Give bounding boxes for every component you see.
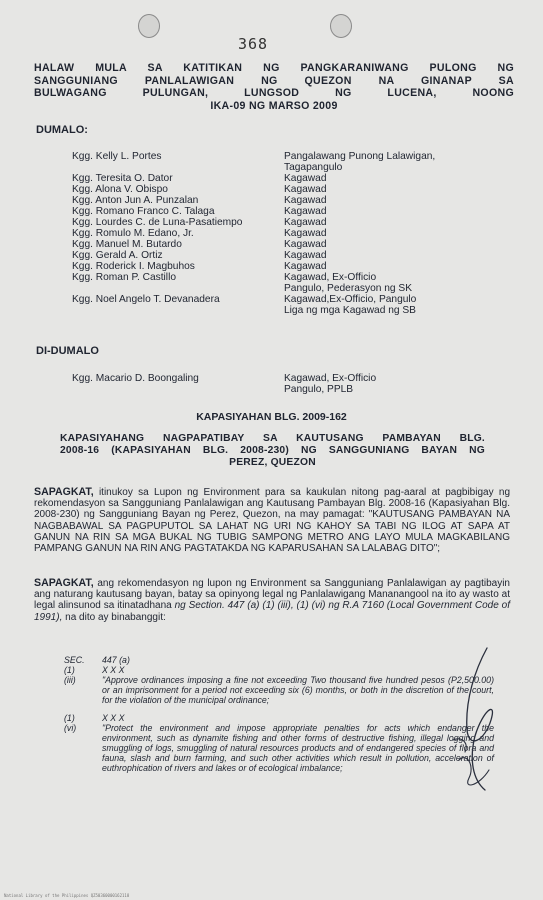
attendee-name: Kgg. Anton Jun A. Punzalan — [72, 195, 199, 206]
law-clause-text: X X X — [102, 713, 125, 723]
punch-hole-left — [138, 14, 160, 38]
attendee-role: Kagawad — [284, 228, 327, 239]
law-clause-label: (vi) — [64, 723, 77, 733]
whereas-paragraph-1 — [34, 487, 510, 554]
absent-label: DI-DUMALO — [36, 345, 99, 357]
whereas-text-2a: ang rekomendasyon ng lupon ng Environment sa Sangguniang Panlalawigan ay pagtibayin ang naturang kautusang bayan, batay sa opinyong legal ng Panlalawigang Mananangool na ito ay wasto at legal alinsunod sa itinatadhana — [34, 578, 510, 612]
law-clause-label: (1) — [64, 713, 75, 723]
resolution-title-line: KAPASIYAHANG NAGPAPATIBAY SA KAUTUSANG PAMBAYAN BLG. — [60, 433, 485, 444]
law-excerpt — [64, 655, 494, 773]
attendee-row — [72, 162, 512, 173]
attendee-row — [72, 195, 512, 206]
punch-hole-right — [330, 14, 352, 38]
attendee-row — [72, 384, 512, 395]
law-clause-text: "Protect the environment and impose appropriate penalties for acts which endanger the environment, such as dynamite fishing and other forms of destructive fishing, illegal logging and smuggling of logs, smuggling of natural resources products and of endangered species of flora and fauna, slash and burn farming, and such other activities which result in pollution, acceleration of euthrophication of rivers and lakes or of ecological imbalance; — [102, 723, 494, 773]
handwritten-signature — [445, 640, 505, 800]
attendee-role: Pangulo, Pederasyon ng SK — [284, 283, 413, 294]
resolution-title-line: PEREZ, QUEZON — [229, 457, 316, 468]
law-clause — [64, 665, 494, 675]
attendee-row — [72, 151, 512, 162]
attendee-name: Kgg. Teresita O. Dator — [72, 173, 173, 184]
attendee-row — [72, 294, 512, 305]
law-clause — [64, 713, 494, 723]
attendee-name: Kgg. Roman P. Castillo — [72, 272, 177, 283]
attendee-row — [72, 272, 512, 283]
header-line: BULWAGANG PULUNGAN, LUNGSOD NG LUCENA, NOONG — [34, 87, 514, 99]
attendee-row — [72, 261, 512, 272]
law-clause-label: SEC. — [64, 655, 85, 665]
attendee-role: Kagawad — [284, 217, 327, 228]
whereas-lead-1: SAPAGKAT, — [34, 486, 94, 498]
attendee-role: Kagawad — [284, 184, 327, 195]
attendee-row — [72, 184, 512, 195]
attendee-row — [72, 239, 512, 250]
resolution-title-line: 2008-16 (KAPASIYAHAN BLG. 2008-230) NG SANGGUNIANG BAYAN NG — [60, 445, 485, 456]
minutes-header — [34, 62, 514, 112]
present-list — [72, 151, 512, 316]
law-clause — [64, 723, 494, 773]
whereas-text-2b: na dito ay binabanggit: — [62, 611, 166, 623]
attendee-row — [72, 228, 512, 239]
law-clause-text: "Approve ordinances imposing a fine not exceeding Two thousand five hundred pesos (P2,500.00) or an imprisonment for a period not exceeding six (6) months, or both in the discretion of the court, for the violation of the municipal ordinance; — [102, 675, 494, 705]
law-clause-label: (iii) — [64, 675, 76, 685]
whereas-citation: ng Section. 447 (a) (1) (iii), (1) (vi) ng R.A 7160 (Local Government Code of 1991), — [34, 600, 510, 623]
law-clause-text: 447 (a) — [102, 655, 130, 665]
attendee-role: Kagawad, Ex-Officio — [284, 272, 377, 283]
attendee-row — [72, 250, 512, 261]
attendee-role: Tagapangulo — [284, 162, 343, 173]
attendee-role: Kagawad — [284, 206, 327, 217]
attendee-row — [72, 305, 512, 316]
law-clause — [64, 655, 494, 665]
attendee-role: Kagawad — [284, 261, 327, 272]
attendee-row — [72, 373, 512, 384]
attendee-name: Kgg. Manuel M. Butardo — [72, 239, 182, 250]
attendee-row — [72, 173, 512, 184]
scan-footer: National Library of the Philippines QZ50360000162118 — [4, 893, 130, 898]
attendee-row — [72, 206, 512, 217]
page-number: 368 — [238, 35, 269, 53]
resolution-number: KAPASIYAHAN BLG. 2009-162 — [196, 411, 347, 423]
law-clause-text: X X X — [102, 665, 125, 675]
attendee-role: Pangulo, PPLB — [284, 384, 354, 395]
attendee-role: Kagawad — [284, 239, 327, 250]
attendee-name: Kgg. Alona V. Obispo — [72, 184, 168, 195]
whereas-lead-2: SAPAGKAT, — [34, 577, 94, 589]
present-label: DUMALO: — [36, 124, 88, 136]
attendee-role: Kagawad,Ex-Officio, Pangulo — [284, 294, 417, 305]
attendee-role: Kagawad, Ex-Officio — [284, 373, 377, 384]
attendee-role: Kagawad — [284, 195, 327, 206]
attendee-role: Liga ng mga Kagawad ng SB — [284, 305, 416, 316]
whereas-text-1: itinukoy sa Lupon ng Environment para sa kaukulan nitong pag-aaral at pagbibigay ng rekomendasyon sa Sangguniang Panlalawigan ang Kautusang Pambayan Blg. 2008-16 (Kapasiyahan Blg. 2008-230) ng Sangguniang Bayan ng Perez, Quezon, na may pamagat: "KAUTUSANG PAMBAYAN NA NAGBABAWAL SA PAGPUPUTOL SA LAHAT NG URI NG KAHOY SA TABI NG ILOG AT SAPA AT GANUN NA RIN SA MGA BUKAL NG TUBIG SAMPONG METRO ANG LAYO MULA MAGKABILANG PAMPANG GANUN NA RIN ANG PAGTATAKDA NG KAPARUSAHAN SA LALABAG DITO"; — [34, 487, 510, 555]
attendee-row — [72, 283, 512, 294]
attendee-name: Kgg. Kelly L. Portes — [72, 151, 162, 162]
attendee-name: Kgg. Lourdes C. de Luna-Pasatiempo — [72, 217, 243, 228]
whereas-paragraph-2 — [34, 578, 510, 623]
attendee-name: Kgg. Macario D. Boongaling — [72, 373, 199, 384]
attendee-name: Kgg. Noel Angelo T. Devanadera — [72, 294, 220, 305]
attendee-name: Kgg. Gerald A. Ortiz — [72, 250, 163, 261]
resolution-title — [60, 433, 485, 469]
law-clause-label: (1) — [64, 665, 75, 675]
attendee-name: Kgg. Romulo M. Edano, Jr. — [72, 228, 194, 239]
attendee-role: Kagawad — [284, 250, 327, 261]
attendee-role: Pangalawang Punong Lalawigan, — [284, 151, 436, 162]
header-line: HALAW MULA SA KATITIKAN NG PANGKARANIWANG PULONG NG — [34, 62, 514, 74]
attendee-name: Kgg. Roderick I. Magbuhos — [72, 261, 195, 272]
attendee-name: Kgg. Romano Franco C. Talaga — [72, 206, 215, 217]
absent-list — [72, 373, 512, 395]
attendee-role: Kagawad — [284, 173, 327, 184]
header-line: IKA-09 NG MARSO 2009 — [210, 99, 338, 112]
attendee-row — [72, 217, 512, 228]
law-clause — [64, 675, 494, 705]
header-line: SANGGUNIANG PANLALAWIGAN NG QUEZON NA GINANAP SA — [34, 74, 514, 87]
